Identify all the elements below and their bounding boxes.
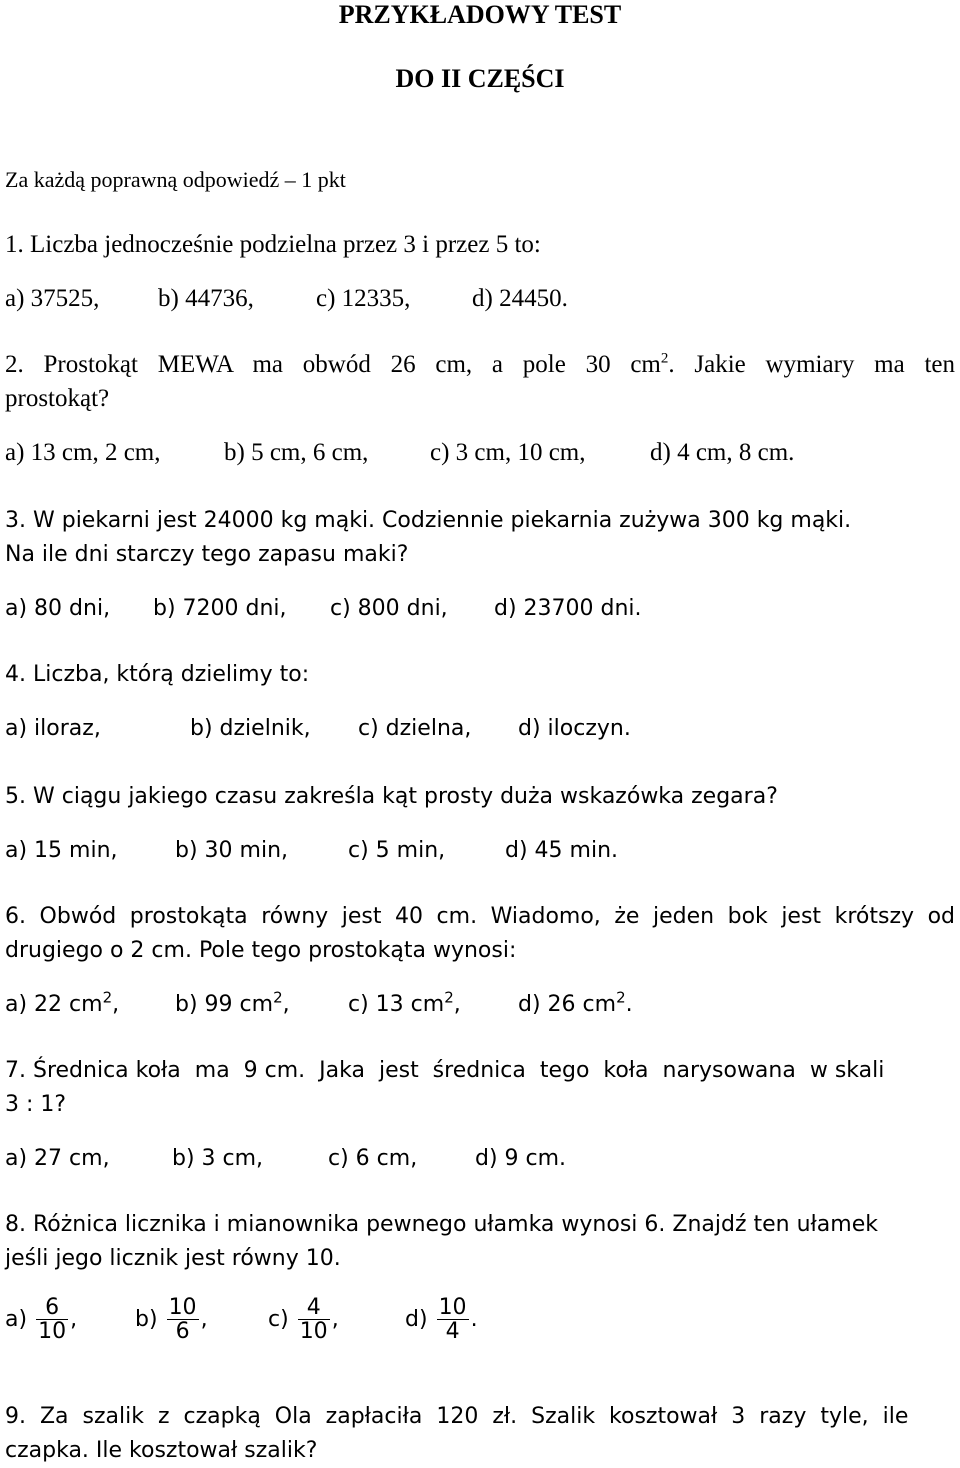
q3-text-line2: Na ile dni starczy tego zapasu maki? — [5, 542, 409, 567]
q6-text-line2: drugiego o 2 cm. Pole tego prostokąta wynosi: — [5, 938, 517, 963]
q7-option-c: c) 6 cm, — [328, 1146, 418, 1171]
q4-option-a: a) iloraz, — [5, 716, 101, 741]
q8-option-d-denominator: 4 — [437, 1319, 469, 1343]
q8-option-a-fraction — [36, 1296, 68, 1343]
q6-option-b-sup: 2 — [273, 988, 283, 1007]
q1-option-b: b) 44736, — [158, 285, 254, 312]
q3-option-d: d) 23700 dni. — [494, 596, 642, 621]
q8-option-d-period: . — [470, 1307, 478, 1333]
q6-option-b-text: b) 99 cm — [175, 992, 274, 1017]
q3-option-b: b) 7200 dni, — [153, 596, 287, 621]
q2-text-part2: . Jakie wymiary ma ten — [668, 351, 956, 378]
q4-option-c: c) dzielna, — [358, 716, 472, 741]
q8-option-b-fraction — [167, 1296, 199, 1343]
q8-option-d-label: d) — [405, 1307, 428, 1333]
q6-option-d-text: d) 26 cm — [518, 992, 617, 1017]
q1-text: 1. Liczba jednocześnie podzielna przez 3 i przez 5 to: — [5, 231, 541, 258]
q8-option-a — [5, 1296, 77, 1343]
q5-option-c: c) 5 min, — [348, 838, 446, 863]
q8-option-c-comma: , — [331, 1307, 339, 1333]
scoring-note: Za każdą poprawną odpowiedź – 1 pkt — [5, 167, 346, 192]
q8-option-b-label: b) — [135, 1307, 158, 1333]
q5-option-a: a) 15 min, — [5, 838, 118, 863]
q8-option-a-label: a) — [5, 1307, 28, 1333]
q8-option-a-denominator: 10 — [38, 1319, 67, 1345]
q3-option-a: a) 80 dni, — [5, 596, 111, 621]
q6-option-a-sup: 2 — [102, 988, 113, 1007]
test-title: PRZYKŁADOWY TEST — [338, 0, 622, 29]
q4-option-d: d) iloczyn. — [518, 716, 631, 741]
q5-option-b: b) 30 min, — [175, 838, 289, 863]
q2-text-part1: 2. Prostokąt MEWA ma obwód 26 cm, a pole 30 cm — [5, 351, 661, 378]
q8-option-b-numerator: 10 — [168, 1295, 197, 1320]
q7-text-line1: 7. Średnica koła ma 9 cm. Jaka jest średnica tego koła narysowana w skali — [5, 1058, 885, 1083]
q4-option-b: b) dzielnik, — [190, 716, 311, 741]
q2-option-c: c) 3 cm, 10 cm, — [430, 439, 586, 466]
q6-text-line1: 6. Obwód prostokąta równy jest 40 cm. Wiadomo, że jeden bok jest krótszy od — [5, 904, 955, 929]
q2-option-a: a) 13 cm, 2 cm, — [5, 439, 161, 466]
q6-option-d-period: . — [625, 992, 633, 1017]
q8-option-c — [268, 1296, 339, 1343]
q8-text-line1: 8. Różnica licznika i mianownika pewnego ułamka wynosi 6. Znajdź ten ułamek — [5, 1212, 878, 1237]
q6-option-a — [5, 989, 119, 1021]
q2-text-line2: prostokąt? — [5, 385, 110, 412]
q6-option-a-comma: , — [112, 992, 120, 1017]
q2-superscript: 2 — [660, 350, 669, 367]
q7-text-line2: 3 : 1? — [5, 1092, 67, 1117]
q8-option-a-comma: , — [70, 1307, 78, 1333]
q8-option-c-fraction — [298, 1296, 330, 1343]
q6-option-c-comma: , — [453, 992, 461, 1017]
q7-option-d: d) 9 cm. — [475, 1146, 567, 1171]
q2-text-line1 — [5, 349, 955, 381]
q8-option-d-numerator: 10 — [438, 1295, 467, 1320]
q6-option-c — [348, 989, 461, 1021]
q2-option-b: b) 5 cm, 6 cm, — [224, 439, 369, 466]
q9-text-line1: 9. Za szalik z czapką Ola zapłaciła 120 zł. Szalik kosztował 3 razy tyle, ile — [5, 1404, 909, 1429]
q7-option-a: a) 27 cm, — [5, 1146, 110, 1171]
q2-option-d: d) 4 cm, 8 cm. — [650, 439, 795, 466]
q3-text-line1: 3. W piekarni jest 24000 kg mąki. Codziennie piekarnia zużywa 300 kg mąki. — [5, 508, 852, 533]
q8-option-d-fraction — [437, 1296, 469, 1343]
q6-option-b — [175, 989, 290, 1021]
q1-option-a: a) 37525, — [5, 285, 100, 312]
q8-option-c-numerator: 4 — [306, 1295, 321, 1320]
q9-text-line2: czapka. Ile kosztował szalik? — [5, 1438, 318, 1463]
q6-option-b-comma: , — [282, 992, 290, 1017]
q6-option-c-text: c) 13 cm — [348, 992, 445, 1017]
q5-option-d: d) 45 min. — [505, 838, 619, 863]
q5-text: 5. W ciągu jakiego czasu zakreśla kąt prosty duża wskazówka zegara? — [5, 784, 778, 809]
q1-option-d: d) 24450. — [472, 285, 568, 312]
q8-option-b-comma: , — [200, 1307, 208, 1333]
q8-text-line2: jeśli jego licznik jest równy 10. — [5, 1246, 341, 1271]
q8-option-c-denominator: 10 — [299, 1319, 328, 1345]
q6-option-a-text: a) 22 cm — [5, 992, 103, 1017]
q6-option-d — [518, 989, 633, 1021]
q8-option-d — [405, 1296, 478, 1343]
q4-text: 4. Liczba, którą dzielimy to: — [5, 662, 310, 687]
q8-option-b-denominator: 6 — [167, 1319, 199, 1343]
q7-option-b: b) 3 cm, — [172, 1146, 264, 1171]
test-subtitle: DO II CZĘŚCI — [395, 64, 565, 93]
q8-option-b — [135, 1296, 208, 1343]
q1-option-c: c) 12335, — [316, 285, 411, 312]
q3-option-c: c) 800 dni, — [330, 596, 448, 621]
q8-option-c-label: c) — [268, 1307, 289, 1333]
q6-option-c-sup: 2 — [444, 988, 454, 1007]
q8-option-a-numerator: 6 — [45, 1295, 60, 1320]
q6-option-d-sup: 2 — [616, 988, 626, 1007]
